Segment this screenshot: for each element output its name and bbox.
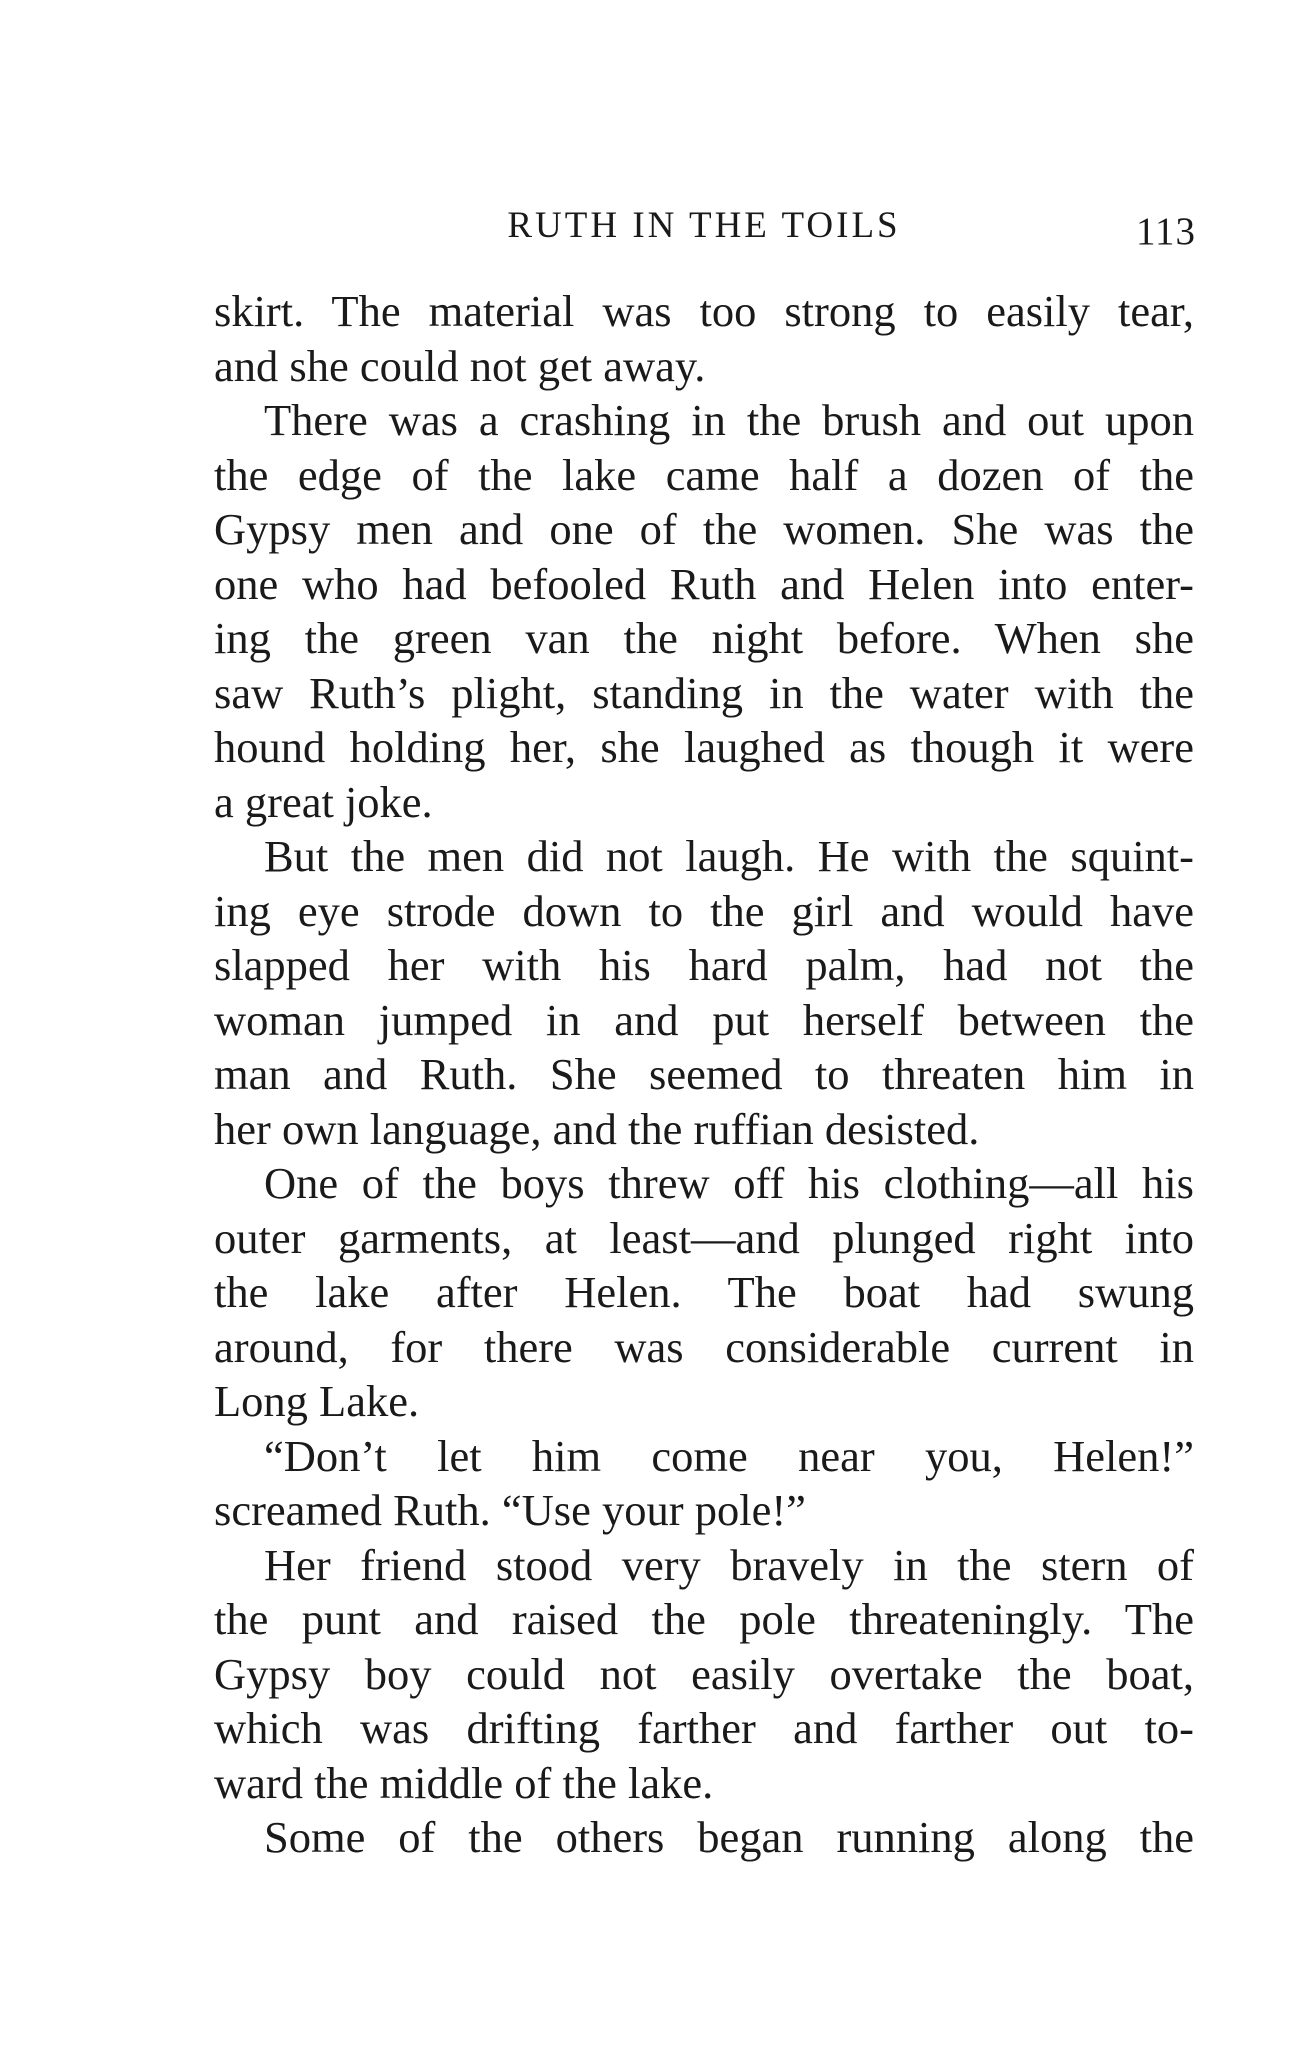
running-head [214,196,1194,256]
text-line: ward the middle of the lake. [214,1757,714,1808]
text-line: hound holding her, she laughed as though it were [214,722,1194,772]
text-line: a great joke. [214,776,433,827]
text-line: skirt. The material was too strong to easily tear, [214,286,1194,336]
text-line: “Don’t let him come near you, Helen!” [264,1430,1194,1481]
text-line: There was a crashing in the brush and out upon [264,395,1194,445]
text-line: the lake after Helen. The boat had swung [214,1267,1194,1317]
text-line: the punt and raised the pole threateningly. The [214,1594,1194,1644]
text-line: Gypsy men and one of the women. She was the [214,504,1194,554]
text-line: One of the boys threw off his clothing—all his [264,1158,1194,1208]
text-line: slapped her with his hard palm, had not the [214,940,1194,990]
text-line: around, for there was considerable current in [214,1321,1194,1372]
text-line: saw Ruth’s plight, standing in the water with the [214,667,1194,718]
text-line: man and Ruth. She seemed to threaten him in [214,1049,1194,1099]
text-line: outer garments, at least—and plunged right into [214,1212,1194,1263]
text-line: Her friend stood very bravely in the stern of [264,1539,1194,1590]
body-text [214,284,1194,1865]
text-line: her own language, and the ruffian desisted. [214,1103,980,1154]
text-line: woman jumped in and put herself between the [214,994,1194,1045]
text-line: one who had befooled Ruth and Helen into enter- [214,558,1194,609]
text-line: Some of the others began running along the [264,1812,1194,1862]
text-line: and she could not get away. [214,340,706,391]
page-number: 113 [1135,210,1196,253]
text-line: ing the green van the night before. When she [214,613,1194,663]
text-line: Gypsy boy could not easily overtake the boat, [214,1648,1194,1699]
text-line: which was drifting farther and farther out to- [214,1703,1194,1753]
text-line: the edge of the lake came half a dozen of the [214,449,1194,500]
text-line: But the men did not laugh. He with the squint- [264,831,1194,881]
running-title: RUTH IN THE TOILS [507,205,901,246]
text-line: Long Lake. [214,1376,420,1426]
text-line: screamed Ruth. “Use your pole!” [214,1485,806,1535]
text-line: ing eye strode down to the girl and would have [214,885,1194,936]
